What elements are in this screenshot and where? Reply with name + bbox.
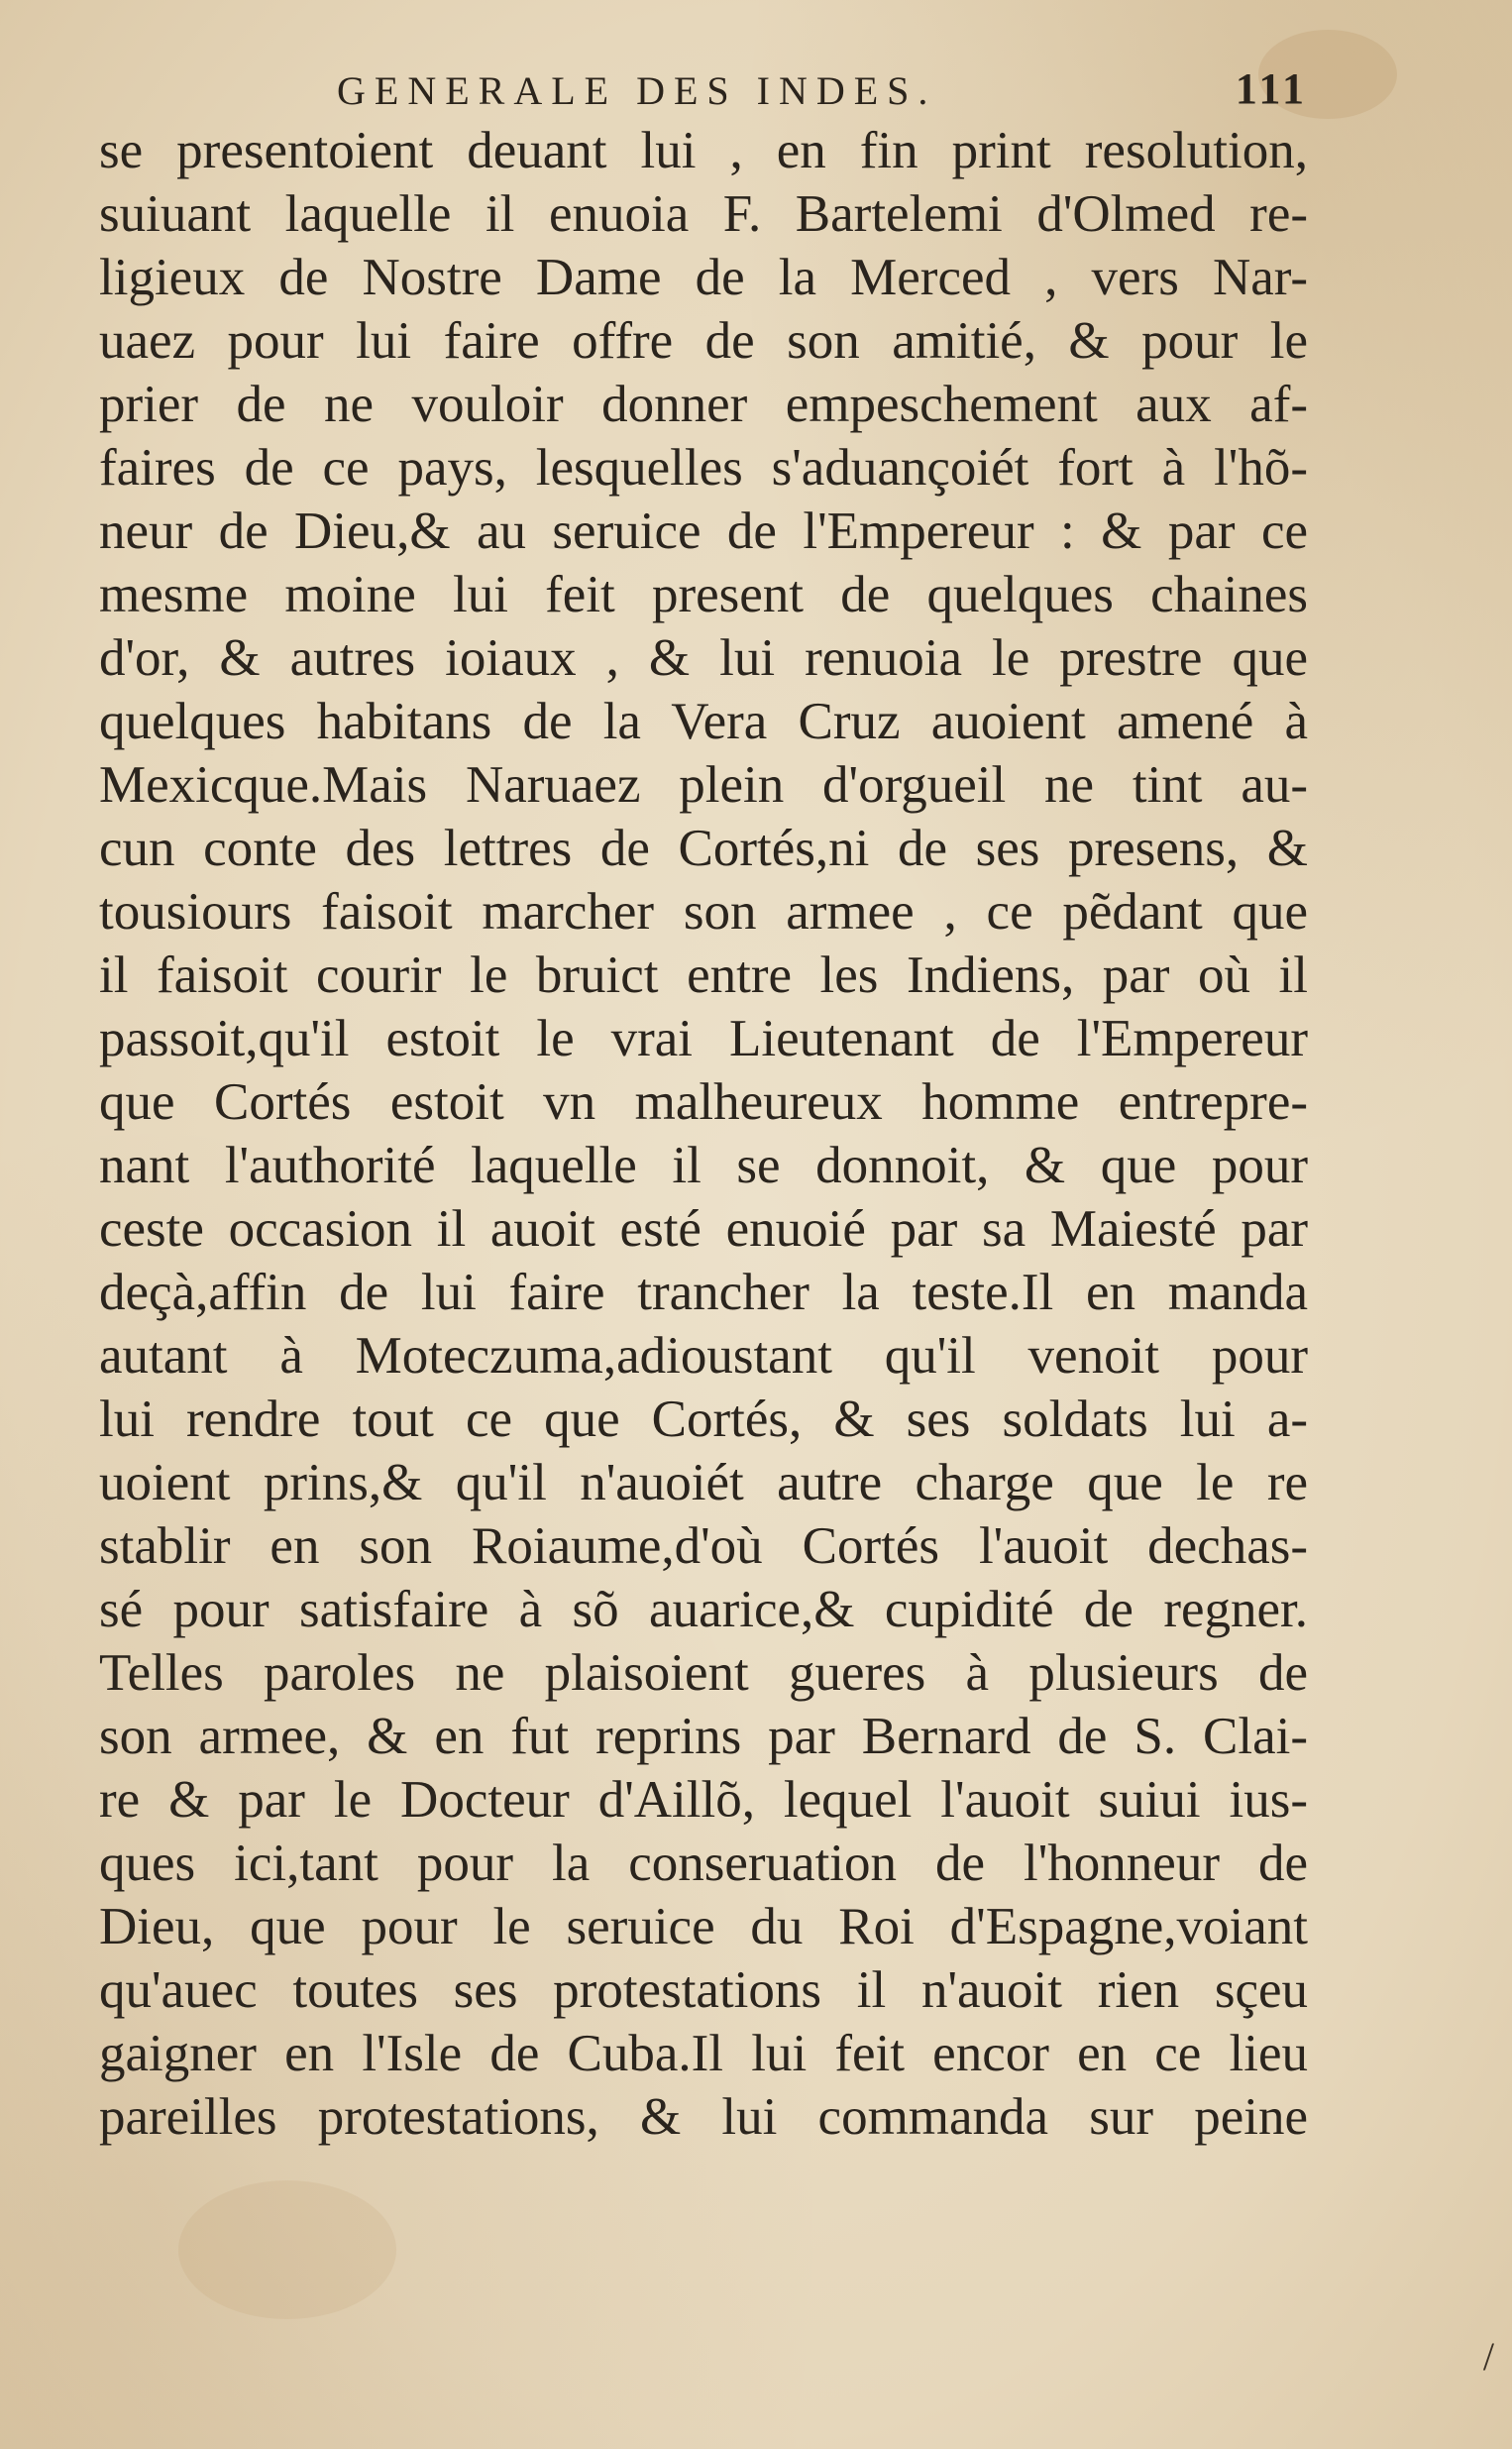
text-line: Dieu, que pour le seruice du Roi d'Espagne,voiant — [99, 1898, 1308, 1955]
text-line: mesme moine lui feit present de quelques chaines — [99, 566, 1308, 623]
text-line: il faisoit courir le bruict entre les Indiens, par où il — [99, 946, 1308, 1004]
text-line: uoient prins,& qu'il n'auoiét autre charge que le re — [99, 1454, 1308, 1511]
text-line: suiuant laquelle il enuoia F. Bartelemi d'Olmed re- — [99, 185, 1308, 243]
text-line: nant l'authorité laquelle il se donnoit, & que pour — [99, 1137, 1308, 1194]
text-line: pareilles protestations, & lui commanda sur peine — [99, 2088, 1308, 2146]
text-line: passoit,qu'il estoit le vrai Lieutenant de l'Empereur — [99, 1010, 1308, 1067]
text-line: prier de ne vouloir donner empeschement aux af- — [99, 376, 1308, 433]
text-line: que Cortés estoit vn malheureux homme entrepre- — [99, 1073, 1308, 1131]
text-line: deçà,affin de lui faire trancher la teste.Il en manda — [99, 1264, 1308, 1321]
margin-mark: / — [1482, 2334, 1494, 2379]
text-line: gaigner en l'Isle de Cuba.Il lui feit encor en ce lieu — [99, 2025, 1308, 2082]
text-line: ques ici,tant pour la conseruation de l'honneur de — [99, 1835, 1308, 1892]
text-line: son armee, & en fut reprins par Bernard de S. Clai- — [99, 1708, 1308, 1765]
text-line: d'or, & autres ioiaux , & lui renuoia le prestre que — [99, 629, 1308, 687]
text-line: ceste occasion il auoit esté enuoié par sa Maiesté par — [99, 1200, 1308, 1258]
text-line: lui rendre tout ce que Cortés, & ses soldats lui a- — [99, 1391, 1308, 1448]
text-line: ligieux de Nostre Dame de la Merced , vers Nar- — [99, 249, 1308, 306]
text-line: se presentoient deuant lui , en fin print resolution, — [99, 122, 1308, 179]
foxing-stain — [178, 2180, 396, 2319]
text-line: qu'auec toutes ses protestations il n'auoit rien sçeu — [99, 1961, 1308, 2019]
text-line: uaez pour lui faire offre de son amitié, & pour le — [99, 312, 1308, 370]
text-line: quelques habitans de la Vera Cruz auoient amené à — [99, 693, 1308, 750]
text-line: Mexicque.Mais Naruaez plein d'orgueil ne tint au- — [99, 756, 1308, 814]
text-line: cun conte des lettres de Cortés,ni de ses presens, & — [99, 820, 1308, 877]
text-line: Telles paroles ne plaisoient gueres à plusieurs de — [99, 1644, 1308, 1702]
text-line: faires de ce pays, lesquelles s'aduançoiét fort à l'hõ- — [99, 439, 1308, 497]
text-line: re & par le Docteur d'Aillõ, lequel l'auoit suiui ius- — [99, 1771, 1308, 1829]
text-line: sé pour satisfaire à sõ auarice,& cupidité de regner. — [99, 1581, 1308, 1638]
text-line: autant à Moteczuma,adioustant qu'il venoit pour — [99, 1327, 1308, 1385]
running-title: GENERALE DES INDES. — [337, 68, 937, 113]
text-line: neur de Dieu,& au seruice de l'Empereur : & par ce — [99, 502, 1308, 560]
text-line: stablir en son Roiaume,d'où Cortés l'auoit dechas- — [99, 1517, 1308, 1575]
page-header — [297, 57, 1328, 127]
body-text — [99, 119, 1308, 2161]
page-number: 111 — [1235, 64, 1308, 113]
text-line: tousiours faisoit marcher son armee , ce pẽdant que — [99, 883, 1308, 941]
